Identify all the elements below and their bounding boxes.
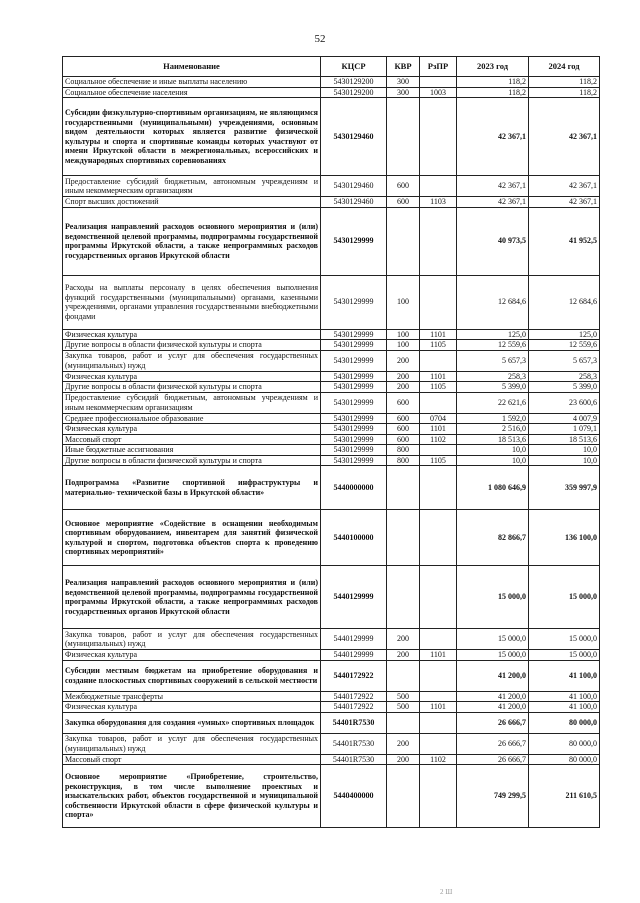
row-value-2024: 10,0 — [529, 455, 600, 466]
row-value-2023: 15 000,0 — [457, 650, 529, 661]
row-value-2024: 80 000,0 — [529, 754, 600, 765]
row-kvr: 200 — [387, 650, 420, 661]
row-name: Другие вопросы в области физической культуры и спорта — [63, 340, 321, 351]
table-row — [63, 382, 600, 393]
row-value-2023: 42 367,1 — [457, 197, 529, 208]
row-value-2023: 118,2 — [457, 77, 529, 88]
header-name: Наименование — [63, 57, 321, 77]
row-rzpr — [420, 77, 457, 88]
row-value-2023: 26 666,7 — [457, 712, 529, 733]
row-kcsr: 54401R7530 — [321, 754, 387, 765]
row-kcsr: 5440129999 — [321, 629, 387, 650]
row-name: Другие вопросы в области физической культуры и спорта — [63, 455, 321, 466]
row-value-2024: 23 600,6 — [529, 392, 600, 413]
row-kvr: 800 — [387, 445, 420, 456]
row-value-2023: 26 666,7 — [457, 754, 529, 765]
row-kcsr: 5430129999 — [321, 445, 387, 456]
row-kcsr: 5430129999 — [321, 329, 387, 340]
row-kcsr: 5430129999 — [321, 382, 387, 393]
row-kvr — [387, 207, 420, 275]
row-value-2023: 5 399,0 — [457, 382, 529, 393]
row-name: Иные бюджетные ассигнования — [63, 445, 321, 456]
row-kvr — [387, 660, 420, 691]
budget-table — [62, 56, 600, 828]
table-row — [63, 733, 600, 754]
row-kcsr: 5440100000 — [321, 510, 387, 566]
row-name: Основное мероприятие «Приобретение, строительство, реконструкция, в том числе выполнение проектных и изыскательских работ, объектов государственной и муниципальной собственности Иркутской области в сфере физической культуры и спорта» — [63, 765, 321, 828]
table-row — [63, 455, 600, 466]
table-row — [63, 197, 600, 208]
row-rzpr: 1102 — [420, 434, 457, 445]
row-rzpr: 1101 — [420, 424, 457, 435]
row-kcsr: 5430129200 — [321, 77, 387, 88]
row-value-2023: 10,0 — [457, 455, 529, 466]
header-rzpr: РзПР — [420, 57, 457, 77]
row-value-2024: 15 000,0 — [529, 629, 600, 650]
row-value-2023: 5 657,3 — [457, 350, 529, 371]
row-kvr: 800 — [387, 455, 420, 466]
row-rzpr — [420, 629, 457, 650]
row-kvr: 200 — [387, 629, 420, 650]
table-row — [63, 392, 600, 413]
row-name: Спорт высших достижений — [63, 197, 321, 208]
row-value-2023: 42 367,1 — [457, 176, 529, 197]
row-value-2023: 82 866,7 — [457, 510, 529, 566]
row-kcsr: 54401R7530 — [321, 712, 387, 733]
row-kvr: 200 — [387, 371, 420, 382]
row-value-2024: 118,2 — [529, 77, 600, 88]
row-rzpr — [420, 445, 457, 456]
row-rzpr: 1105 — [420, 340, 457, 351]
row-kcsr: 54401R7530 — [321, 733, 387, 754]
row-kvr — [387, 765, 420, 828]
table-row — [63, 650, 600, 661]
row-rzpr: 1101 — [420, 329, 457, 340]
table-row — [63, 754, 600, 765]
row-rzpr — [420, 350, 457, 371]
row-kvr: 300 — [387, 87, 420, 98]
row-kcsr: 5430129999 — [321, 275, 387, 329]
row-value-2023: 12 684,6 — [457, 275, 529, 329]
row-kvr: 600 — [387, 392, 420, 413]
row-kcsr: 5430129999 — [321, 413, 387, 424]
row-value-2023: 749 299,5 — [457, 765, 529, 828]
row-kvr: 500 — [387, 691, 420, 702]
table-row — [63, 660, 600, 691]
row-value-2023: 18 513,6 — [457, 434, 529, 445]
row-name: Физическая культура — [63, 650, 321, 661]
row-kcsr: 5440129999 — [321, 650, 387, 661]
row-kcsr: 5430129999 — [321, 207, 387, 275]
page-number: 52 — [314, 33, 326, 45]
row-rzpr — [420, 98, 457, 176]
row-value-2023: 10,0 — [457, 445, 529, 456]
row-value-2024: 15 000,0 — [529, 650, 600, 661]
row-rzpr — [420, 691, 457, 702]
footer-mark: 2 Ш — [440, 888, 453, 896]
row-rzpr — [420, 176, 457, 197]
row-kvr — [387, 712, 420, 733]
row-kcsr: 5430129460 — [321, 176, 387, 197]
row-kcsr: 5440000000 — [321, 466, 387, 510]
row-value-2024: 10,0 — [529, 445, 600, 456]
row-rzpr — [420, 466, 457, 510]
row-name: Предоставление субсидий бюджетным, автономным учреждениям и иным некоммерческим организациям — [63, 392, 321, 413]
row-value-2024: 42 367,1 — [529, 176, 600, 197]
row-kcsr: 5430129999 — [321, 340, 387, 351]
row-value-2024: 18 513,6 — [529, 434, 600, 445]
row-rzpr: 1101 — [420, 371, 457, 382]
row-name: Субсидии физкультурно-спортивным организациям, не являющимся государственными (муниципальными) учреждениями, основным видом деятельности которых является развитие физической культуры и спорта и спортивные команды которых участвуют от имени Иркутской области в межрегиональных, всероссийских и международных спортивных соревнованиях — [63, 98, 321, 176]
row-kcsr: 5430129999 — [321, 424, 387, 435]
row-kvr — [387, 98, 420, 176]
row-value-2024: 5 399,0 — [529, 382, 600, 393]
row-value-2023: 1 080 646,9 — [457, 466, 529, 510]
row-kcsr: 5430129460 — [321, 197, 387, 208]
row-rzpr: 1105 — [420, 455, 457, 466]
table-row — [63, 712, 600, 733]
row-name: Предоставление субсидий бюджетным, автономным учреждениям и иным некоммерческим организациям — [63, 176, 321, 197]
row-value-2024: 42 367,1 — [529, 197, 600, 208]
row-name: Физическая культура — [63, 702, 321, 713]
row-kcsr: 5430129999 — [321, 350, 387, 371]
row-name: Физическая культура — [63, 424, 321, 435]
row-kvr: 100 — [387, 340, 420, 351]
row-rzpr — [420, 207, 457, 275]
row-kcsr: 5440172922 — [321, 660, 387, 691]
table-row — [63, 434, 600, 445]
table-body — [63, 77, 600, 828]
table-row — [63, 691, 600, 702]
table-row — [63, 702, 600, 713]
row-value-2024: 258,3 — [529, 371, 600, 382]
row-value-2024: 1 079,1 — [529, 424, 600, 435]
row-kcsr: 5430129999 — [321, 371, 387, 382]
row-value-2023: 22 621,6 — [457, 392, 529, 413]
row-kvr: 200 — [387, 350, 420, 371]
row-name: Другие вопросы в области физической культуры и спорта — [63, 382, 321, 393]
row-value-2024: 118,2 — [529, 87, 600, 98]
row-value-2024: 4 007,9 — [529, 413, 600, 424]
row-rzpr — [420, 733, 457, 754]
row-name: Массовый спорт — [63, 434, 321, 445]
row-value-2024: 41 100,0 — [529, 702, 600, 713]
row-rzpr — [420, 392, 457, 413]
row-name: Социальное обеспечение и иные выплаты населению — [63, 77, 321, 88]
row-rzpr: 1003 — [420, 87, 457, 98]
row-rzpr: 1101 — [420, 702, 457, 713]
row-kcsr: 5440172922 — [321, 691, 387, 702]
row-value-2024: 15 000,0 — [529, 566, 600, 629]
row-value-2024: 41 952,5 — [529, 207, 600, 275]
table-row — [63, 371, 600, 382]
header-2023: 2023 год — [457, 57, 529, 77]
table-row — [63, 445, 600, 456]
row-name: Межбюджетные трансферты — [63, 691, 321, 702]
row-kvr: 200 — [387, 733, 420, 754]
row-value-2023: 1 592,0 — [457, 413, 529, 424]
row-kvr — [387, 510, 420, 566]
row-name: Расходы на выплаты персоналу в целях обеспечения выполнения функций государственными (муниципальными) органами, казенными учреждениями, органами управления государственными внебюджетными фондами — [63, 275, 321, 329]
row-name: Социальное обеспечение населения — [63, 87, 321, 98]
row-rzpr — [420, 765, 457, 828]
row-value-2024: 5 657,3 — [529, 350, 600, 371]
row-name: Физическая культура — [63, 371, 321, 382]
header-kcsr: КЦСР — [321, 57, 387, 77]
row-name: Закупка товаров, работ и услуг для обеспечения государственных (муниципальных) нужд — [63, 350, 321, 371]
row-kvr: 600 — [387, 434, 420, 445]
row-value-2024: 211 610,5 — [529, 765, 600, 828]
row-kvr — [387, 466, 420, 510]
row-kcsr: 5430129200 — [321, 87, 387, 98]
row-rzpr: 1105 — [420, 382, 457, 393]
row-name: Массовый спорт — [63, 754, 321, 765]
row-value-2024: 125,0 — [529, 329, 600, 340]
row-kvr: 200 — [387, 382, 420, 393]
row-kvr: 100 — [387, 329, 420, 340]
row-rzpr: 1102 — [420, 754, 457, 765]
row-rzpr — [420, 660, 457, 691]
row-kvr: 600 — [387, 176, 420, 197]
table-row — [63, 510, 600, 566]
table-row — [63, 413, 600, 424]
table-header — [63, 57, 600, 77]
row-kvr: 500 — [387, 702, 420, 713]
row-value-2023: 15 000,0 — [457, 566, 529, 629]
row-value-2024: 42 367,1 — [529, 98, 600, 176]
row-value-2023: 26 666,7 — [457, 733, 529, 754]
header-kvr: КВР — [387, 57, 420, 77]
row-name: Закупка оборудования для создания «умных» спортивных площадок — [63, 712, 321, 733]
row-name: Среднее профессиональное образование — [63, 413, 321, 424]
table-row — [63, 87, 600, 98]
row-rzpr: 0704 — [420, 413, 457, 424]
row-kcsr: 5440129999 — [321, 566, 387, 629]
row-value-2023: 125,0 — [457, 329, 529, 340]
row-rzpr — [420, 510, 457, 566]
row-value-2024: 136 100,0 — [529, 510, 600, 566]
row-value-2023: 118,2 — [457, 87, 529, 98]
table-row — [63, 77, 600, 88]
row-value-2024: 80 000,0 — [529, 733, 600, 754]
row-kcsr: 5430129999 — [321, 392, 387, 413]
row-name: Реализация направлений расходов основного мероприятия и (или) ведомственной целевой программы, подпрограммы государственной программы Иркутской области, а также непрограммных расходов государственных органов Иркутской области — [63, 207, 321, 275]
table-row — [63, 466, 600, 510]
row-name: Основное мероприятие «Содействие в оснащении необходимым спортивным оборудованием, инвентарем для занятий физической культурой и спортом, подготовка объектов спорта к проведению спортивных мероприятий» — [63, 510, 321, 566]
row-value-2023: 40 973,5 — [457, 207, 529, 275]
row-rzpr — [420, 566, 457, 629]
row-rzpr — [420, 712, 457, 733]
row-rzpr: 1103 — [420, 197, 457, 208]
row-kvr: 200 — [387, 754, 420, 765]
row-value-2024: 12 559,6 — [529, 340, 600, 351]
table-row — [63, 629, 600, 650]
row-name: Реализация направлений расходов основного мероприятия и (или) ведомственной целевой программы, подпрограммы государственной программы Иркутской области, а также непрограммных расходов государственных органов Иркутской области — [63, 566, 321, 629]
row-value-2023: 2 516,0 — [457, 424, 529, 435]
row-value-2023: 41 200,0 — [457, 660, 529, 691]
table-row — [63, 275, 600, 329]
row-value-2023: 41 200,0 — [457, 702, 529, 713]
table-row — [63, 765, 600, 828]
table-row — [63, 329, 600, 340]
row-kvr: 100 — [387, 275, 420, 329]
row-kcsr: 5430129999 — [321, 434, 387, 445]
row-value-2023: 41 200,0 — [457, 691, 529, 702]
row-kcsr: 5430129999 — [321, 455, 387, 466]
row-value-2023: 42 367,1 — [457, 98, 529, 176]
row-kvr — [387, 566, 420, 629]
table-row — [63, 207, 600, 275]
row-kvr: 300 — [387, 77, 420, 88]
row-kcsr: 5440400000 — [321, 765, 387, 828]
row-name: Подпрограмма «Развитие спортивной инфраструктуры и материально- технической базы в Иркутской области» — [63, 466, 321, 510]
row-value-2023: 15 000,0 — [457, 629, 529, 650]
table-row — [63, 350, 600, 371]
row-kcsr: 5440172922 — [321, 702, 387, 713]
row-kvr: 600 — [387, 413, 420, 424]
row-value-2024: 359 997,9 — [529, 466, 600, 510]
row-name: Закупка товаров, работ и услуг для обеспечения государственных (муниципальных) нужд — [63, 733, 321, 754]
row-rzpr: 1101 — [420, 650, 457, 661]
row-value-2023: 12 559,6 — [457, 340, 529, 351]
table-row — [63, 176, 600, 197]
row-value-2024: 41 100,0 — [529, 691, 600, 702]
header-2024: 2024 год — [529, 57, 600, 77]
row-kcsr: 5430129460 — [321, 98, 387, 176]
row-value-2023: 258,3 — [457, 371, 529, 382]
row-kvr: 600 — [387, 424, 420, 435]
row-name: Закупка товаров, работ и услуг для обеспечения государственных (муниципальных) нужд — [63, 629, 321, 650]
row-value-2024: 12 684,6 — [529, 275, 600, 329]
row-kvr: 600 — [387, 197, 420, 208]
table-row — [63, 98, 600, 176]
row-value-2024: 41 100,0 — [529, 660, 600, 691]
table-row — [63, 566, 600, 629]
table-row — [63, 424, 600, 435]
row-value-2024: 80 000,0 — [529, 712, 600, 733]
table-row — [63, 340, 600, 351]
row-name: Субсидии местным бюджетам на приобретение оборудования и создание плоскостных спортивных сооружений в сельской местности — [63, 660, 321, 691]
row-rzpr — [420, 275, 457, 329]
row-name: Физическая культура — [63, 329, 321, 340]
